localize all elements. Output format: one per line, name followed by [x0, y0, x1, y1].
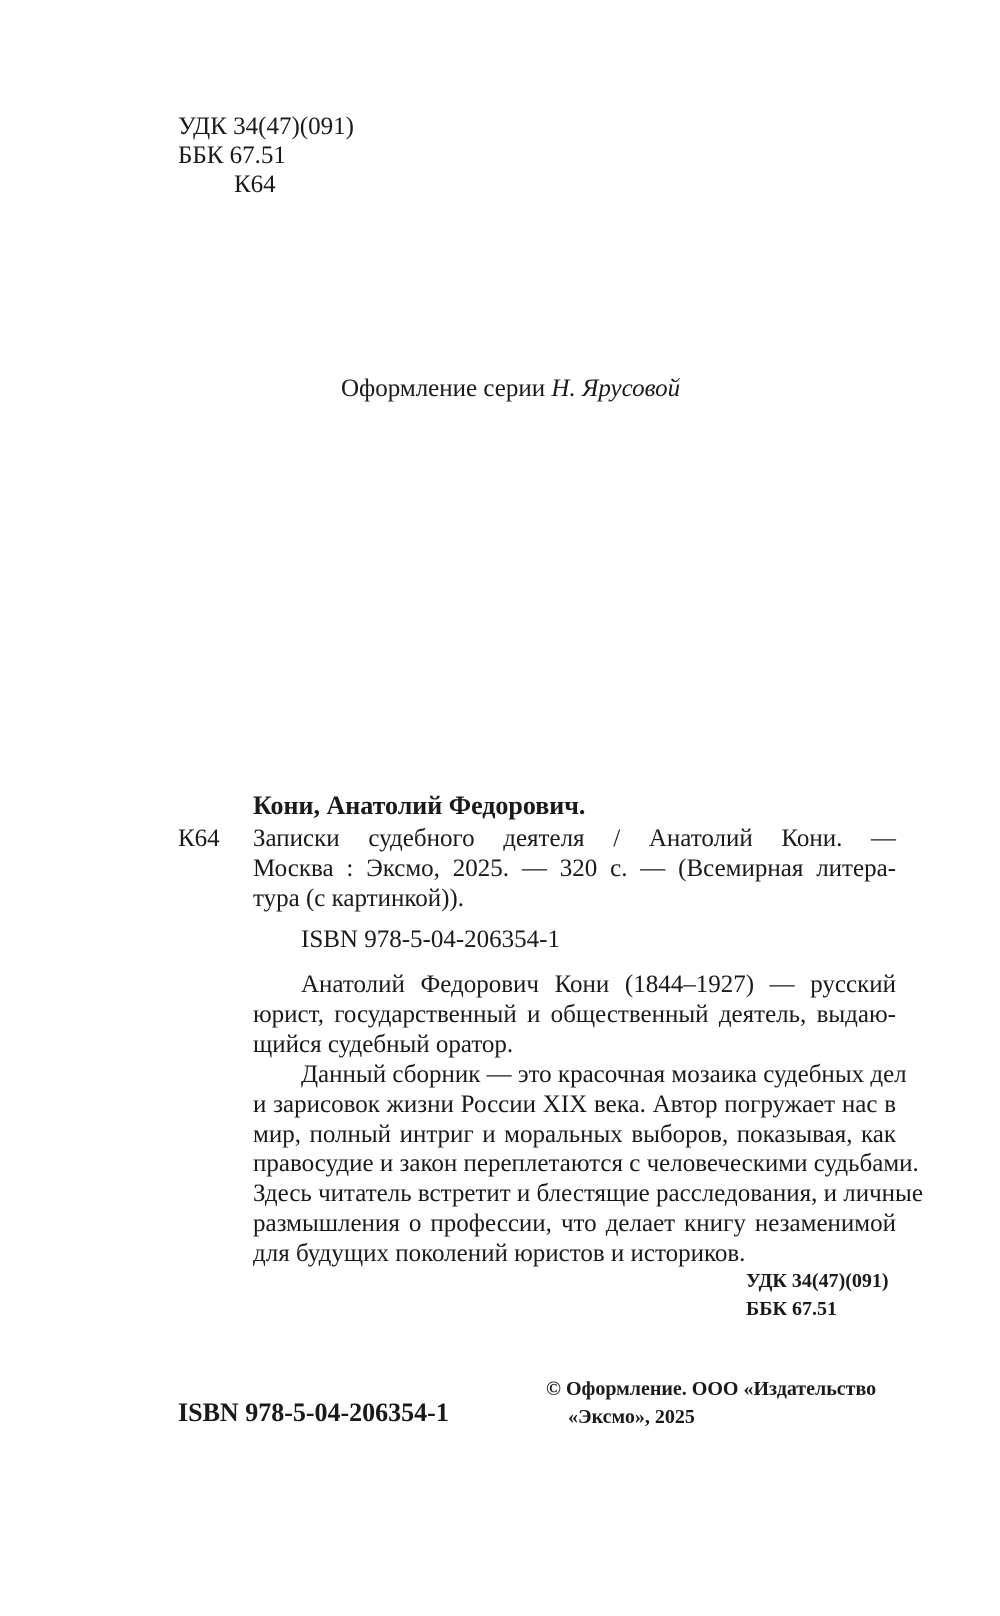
author-sign-top: К64 — [234, 171, 276, 198]
copyright-line: «Эксмо», 2025 — [568, 1406, 695, 1428]
udk-code-top: УДК 34(47)(091) — [178, 113, 354, 140]
annotation-line: для будущих поколений юристов и историков. — [253, 1239, 746, 1267]
series-credit-prefix: Оформление серии — [341, 375, 546, 402]
copyright-line: © Оформление. ООО «Издательство — [546, 1378, 877, 1400]
series-designer-name: Н. Ярусовой — [551, 375, 681, 402]
annotation-line: Анатолий Федорович Кони (1844–1927) — русский — [301, 971, 896, 998]
bbk-code-bottom: ББК 67.51 — [746, 1298, 837, 1320]
description-line: Москва : Эксмо, 2025. — 320 с. — (Всемирная литера- — [253, 854, 896, 882]
bibliographic-description — [253, 824, 896, 913]
annotation-line: и зарисовок жизни России XIX века. Автор погружает нас в — [253, 1090, 896, 1118]
isbn-entry: ISBN 978-5-04-206354-1 — [301, 926, 561, 953]
author-heading: Кони, Анатолий Федорович. — [253, 791, 586, 820]
isbn-footer: ISBN 978-5-04-206354-1 — [178, 1398, 449, 1427]
description-line: тура (с картинкой)). — [253, 884, 464, 912]
annotation-line: мир, полный интриг и моральных выборов, показывая, как — [253, 1120, 896, 1148]
annotation-paragraph-2 — [253, 1060, 923, 1269]
series-design-credit — [341, 374, 680, 404]
author-sign-entry: К64 — [178, 825, 220, 852]
annotation-line: щийся судебный оратор. — [253, 1030, 514, 1058]
annotation-line: юрист, государственный и общественный деятель, выдаю- — [253, 1000, 896, 1028]
annotation-line: Данный сборник — это красочная мозаика судебных дел — [301, 1061, 907, 1088]
annotation-line: правосудие и закон переплетаются с человеческими судьбами. — [253, 1150, 919, 1178]
annotation-line: размышления о профессии, что делает книгу незаменимой — [253, 1209, 896, 1237]
description-line: Записки судебного деятеля / Анатолий Кони. — — [253, 825, 896, 852]
annotation-paragraph-1 — [253, 970, 896, 1059]
bbk-code-top: ББК 67.51 — [178, 142, 286, 169]
udk-code-bottom: УДК 34(47)(091) — [746, 1270, 889, 1292]
annotation-line: Здесь читатель встретит и блестящие расследования, и личные — [253, 1180, 923, 1208]
